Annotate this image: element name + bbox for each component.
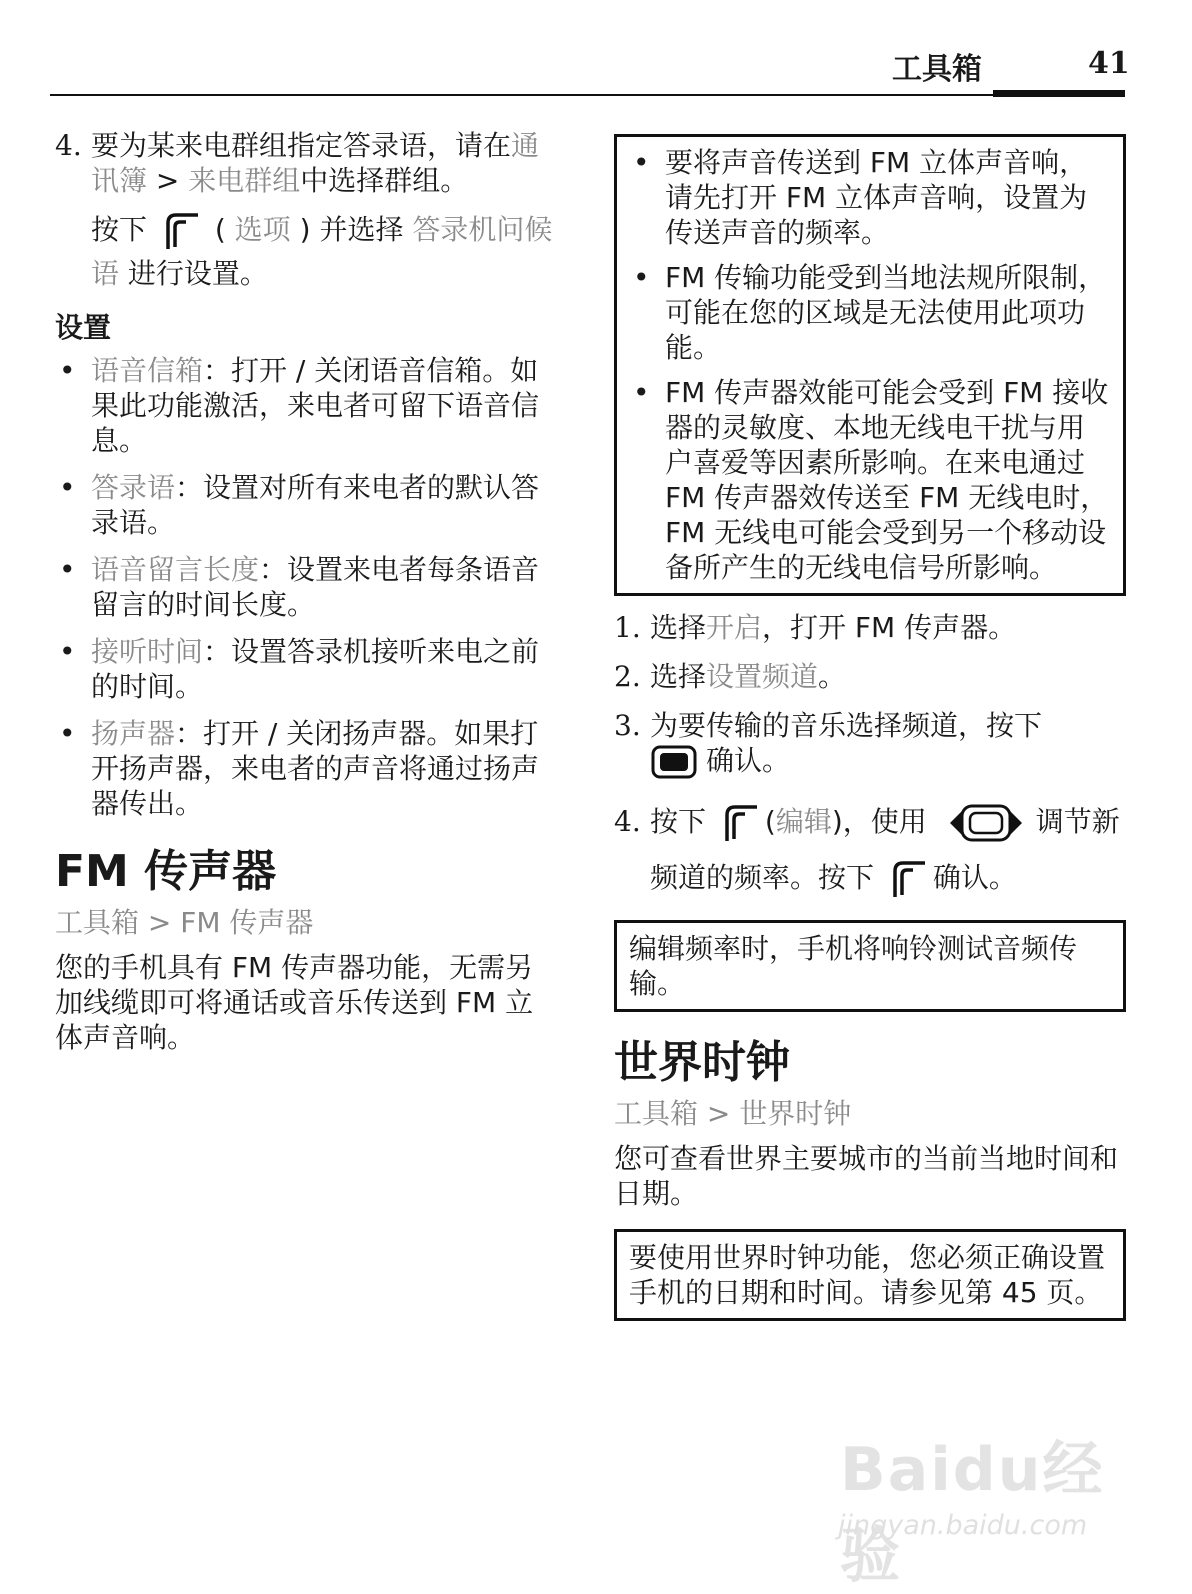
step-text: 确认。: [932, 861, 1017, 894]
left-softkey-icon: [162, 211, 200, 251]
setting-desc: ：设置来电者每条语音留言的时间长度。: [91, 553, 540, 621]
page-number: 41: [1088, 46, 1130, 81]
clock-heading: 世界时钟: [614, 1037, 790, 1088]
clock-intro: 您可查看世界主要城市的当前当地时间和日期。: [614, 1142, 1119, 1210]
setting-item: [55, 353, 560, 458]
fm-step-1: [614, 610, 1126, 645]
note-text: 编辑频率时，手机将响铃测试音频传输。: [629, 932, 1078, 1000]
menu-link-caller-groups: 来电群组: [188, 164, 301, 197]
step-number: 3.: [614, 709, 641, 742]
bullet-dot: •: [633, 146, 650, 179]
menu-link-on: 开启: [706, 611, 763, 644]
menu-link-set-channel: 设置频道: [706, 660, 819, 693]
note-item: [629, 375, 1111, 585]
setting-term: 扬声器: [91, 717, 176, 750]
bullet-dot: •: [59, 717, 76, 750]
setting-term: 接听时间: [91, 635, 204, 668]
right-column: [614, 134, 1126, 1335]
menu-link-phonebook: 通讯簿: [91, 129, 540, 197]
step-text: 选择: [650, 660, 707, 693]
step-text: 并选择: [319, 213, 404, 246]
step-number: 4.: [55, 129, 82, 162]
menu-link-edit: 编辑: [775, 805, 832, 838]
step-instruction: [91, 208, 560, 296]
fm-heading: FM 传声器: [55, 846, 277, 897]
step-text: 为要传输的音乐选择频道，按下: [650, 709, 1043, 742]
setting-term: 答录语: [91, 471, 176, 504]
step-text: 确认。: [706, 744, 791, 777]
left-column: [55, 128, 560, 1067]
clock-breadcrumb: 工具箱 > 世界时钟: [614, 1097, 852, 1130]
note-text: FM 传声器效能可能会受到 FM 接收器的灵敏度、本地无线电干扰与用户喜爱等因素所影响。在来电通过 FM 传声器效传送至 FM 无线电时， FM 无线电可能会受到另一个移动设备所产生的无线电信号所影响。: [665, 376, 1109, 584]
step-text: 调节新频道的频率。按下: [650, 805, 1120, 894]
clock-note-box: [614, 1229, 1126, 1321]
step-number: 1.: [614, 611, 641, 644]
fm-intro: 您的手机具有 FM 传声器功能，无需另加线缆即可将通话或音乐传送到 FM 立体声音响。: [55, 951, 534, 1054]
bullet-dot: •: [59, 635, 76, 668]
setting-term: 语音留言长度: [91, 553, 260, 586]
note-text: FM 传输功能受到当地法规所限制，可能在您的区域是无法使用此项功能。: [665, 261, 1107, 364]
setting-item: [55, 716, 560, 821]
menu-link-options: 选项: [234, 213, 291, 246]
center-key-icon: [650, 744, 698, 780]
fm-notes-box: [614, 134, 1126, 596]
step-text: 。: [818, 660, 847, 693]
bullet-dot: •: [59, 471, 76, 504]
note-item: [629, 145, 1111, 250]
step-number: 4.: [614, 805, 641, 838]
setting-desc: ：打开 / 关闭扬声器。如果打开扬声器，来电者的声音将通过扬声器传出。: [91, 717, 540, 820]
paren: (: [214, 213, 226, 246]
fm-breadcrumb: 工具箱 > FM 传声器: [55, 906, 314, 939]
paren: (: [764, 805, 776, 838]
section-title: 工具箱: [892, 52, 982, 87]
fm-step-4: [614, 794, 1126, 906]
bullet-dot: •: [59, 553, 76, 586]
setting-desc: ：打开 / 关闭语音信箱。如果此功能激活，来电者可留下语音信息。: [91, 354, 540, 457]
left-softkey-icon: [889, 859, 927, 899]
step-text: ，打开 FM 传声器。: [762, 611, 1017, 644]
setting-desc: ：设置对所有来电者的默认答录语。: [91, 471, 540, 539]
watermark-logo: Baidu经验: [840, 1435, 1105, 1591]
fm-step-3: [614, 708, 1126, 780]
setting-item: [55, 470, 560, 540]
edit-note-box: [614, 920, 1126, 1012]
step-text: 选择: [650, 611, 707, 644]
step-text: 进行设置。: [127, 257, 268, 290]
step-text: 按下: [650, 805, 707, 838]
fm-step-2: [614, 659, 1126, 694]
watermark-url: jingyan.baidu.com: [838, 1510, 1088, 1541]
note-item: [629, 260, 1111, 365]
step-text: 中选择群组。: [300, 164, 469, 197]
settings-heading: 设置: [55, 311, 112, 344]
setting-item: [55, 552, 560, 622]
header-rule-accent: [993, 90, 1125, 97]
step-text: 要为某来电群组指定答录语，请在: [91, 129, 512, 162]
setting-item: [55, 634, 560, 704]
step-text: 按下: [91, 213, 148, 246]
paren: ): [299, 213, 311, 246]
setting-term: 语音信箱: [91, 354, 204, 387]
note-text: 要使用世界时钟功能，您必须正确设置手机的日期和时间。请参见第 45 页。: [629, 1241, 1106, 1309]
path-separator: >: [147, 164, 189, 197]
step-number: 2.: [614, 660, 641, 693]
header-rule: [50, 94, 1125, 96]
menu-link-greeting: 答录机问候语: [91, 213, 553, 290]
left-softkey-icon: [721, 803, 759, 843]
bullet-dot: •: [59, 354, 76, 387]
baidu-watermark: [836, 1400, 1106, 1591]
note-text: 要将声音传送到 FM 立体声音响，请先打开 FM 立体声音响，设置为传送声音的频率。: [665, 146, 1088, 249]
step-4-greeting: [55, 128, 560, 296]
left-right-nav-key-icon: [948, 801, 1024, 845]
paren: )，使用: [831, 805, 927, 838]
bullet-dot: •: [633, 376, 650, 409]
setting-desc: ：设置答录机接听来电之前的时间。: [91, 635, 540, 703]
bullet-dot: •: [633, 261, 650, 294]
